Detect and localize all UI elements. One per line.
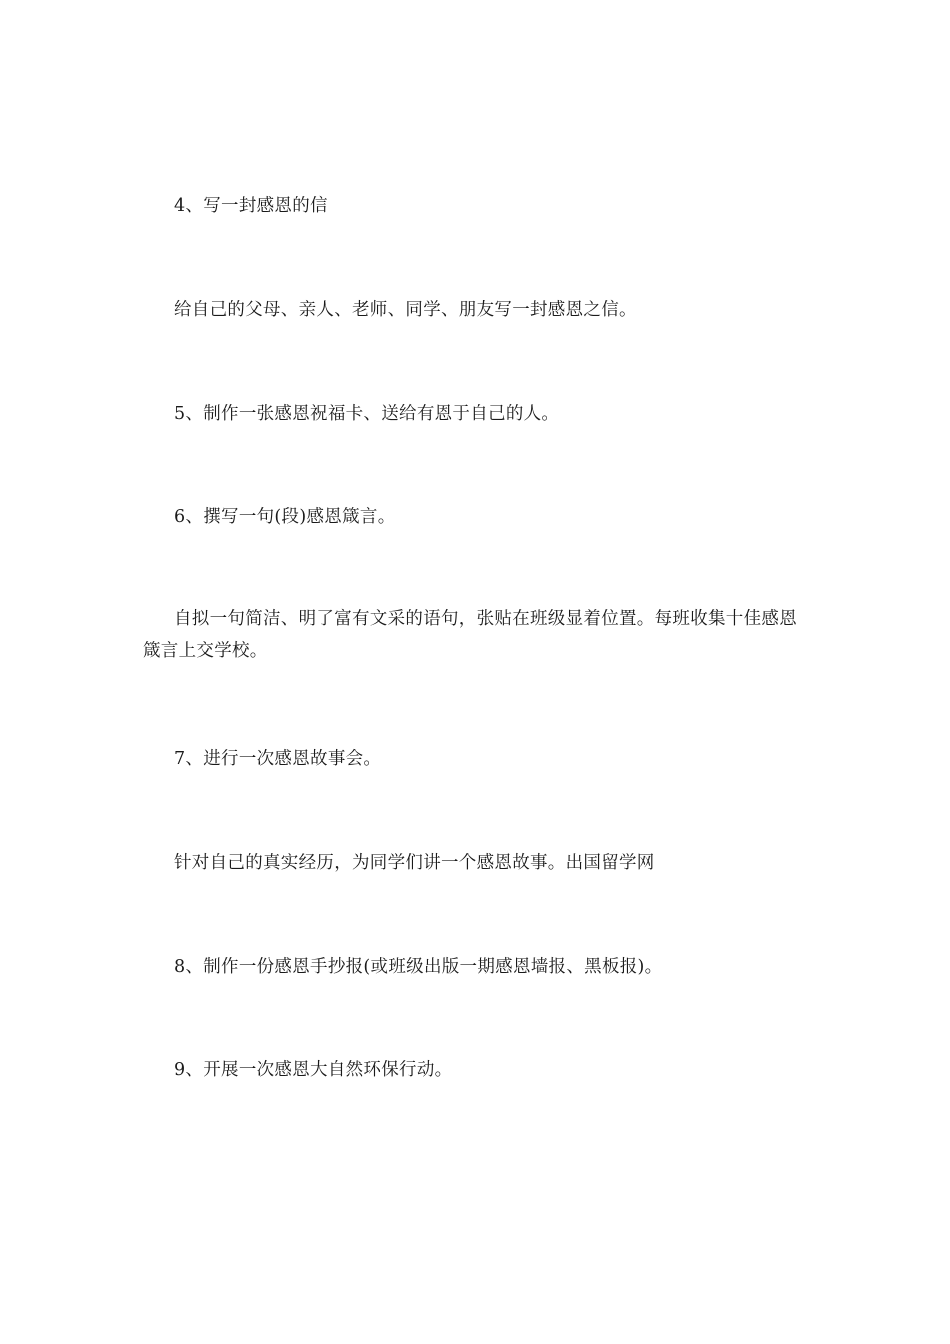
paragraph-heading-4: 4、写一封感恩的信 [174, 196, 328, 216]
paragraph-body: 针对自己的真实经历，为同学们讲一个感恩故事。出国留学网 [174, 853, 655, 873]
paragraph-heading-9: 9、开展一次感恩大自然环保行动。 [174, 1060, 453, 1080]
paragraph-body: 给自己的父母、亲人、老师、同学、朋友写一封感恩之信。 [174, 300, 637, 320]
paragraph-body: 自拟一句简洁、明了富有文采的语句，张贴在班级显着位置。每班收集十佳感恩箴言上交学校。 [143, 609, 797, 661]
paragraph-heading-7: 7、进行一次感恩故事会。 [174, 749, 382, 769]
paragraph-heading-6: 6、撰写一句(段)感恩箴言。 [174, 507, 396, 527]
paragraph-heading-8: 8、制作一份感恩手抄报(或班级出版一期感恩墙报、黑板报)。 [174, 957, 663, 977]
paragraph-heading-5: 5、制作一张感恩祝福卡、送给有恩于自己的人。 [174, 404, 560, 424]
